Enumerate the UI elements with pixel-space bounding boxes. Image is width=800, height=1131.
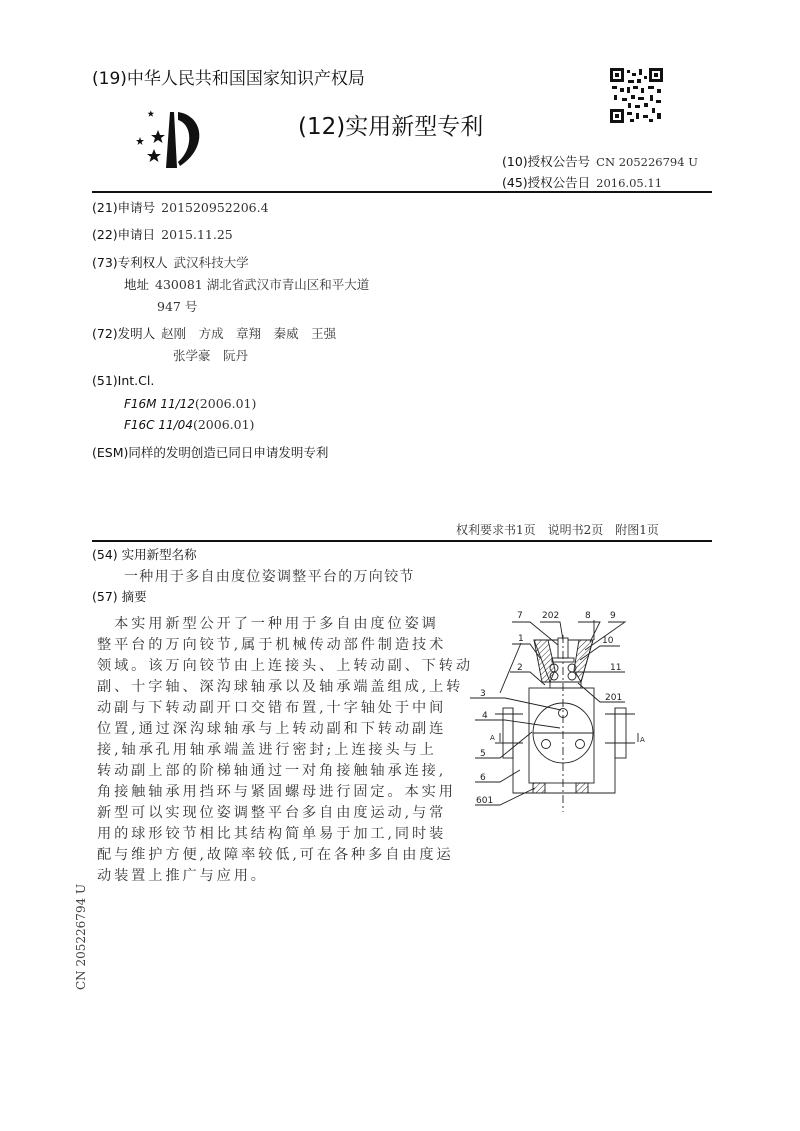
int-cl-code: F16C 11/04	[124, 418, 193, 432]
publication-number-label: (10)授权公告号	[502, 154, 591, 169]
title-label: (54) 实用新型名称	[92, 547, 197, 562]
application-date: 2015.11.25	[161, 227, 233, 242]
application-date-row	[92, 225, 233, 243]
inventors-line-1: 赵刚 方成 章翔 秦威 王强	[161, 326, 337, 341]
address-label: 地址	[124, 277, 150, 292]
inventors-label: (72)发明人	[92, 326, 156, 341]
application-number-label: (21)申请号	[92, 200, 156, 215]
abstract-line: 用的球形铰节相比其结构简单易于加工,同时装	[97, 826, 447, 842]
application-number-row	[92, 198, 269, 216]
patentee: 武汉科技大学	[173, 255, 249, 270]
int-cl-label: (51)Int.Cl.	[92, 373, 155, 388]
label-10: 10	[602, 636, 614, 646]
utility-model-title: 一种用于多自由度位姿调整平台的万向铰节	[124, 569, 415, 585]
label-11: 11	[610, 663, 622, 673]
label-201: 201	[605, 693, 623, 703]
abstract-line: 领域。该万向铰节由上连接头、上转动副、下转动	[97, 658, 473, 674]
document-type: (12)实用新型专利	[298, 114, 484, 140]
publication-date-label: (45)授权公告日	[502, 175, 591, 190]
page-counts: 权利要求书1页 说明书2页 附图1页	[456, 523, 659, 537]
lower-rotating-pair	[513, 708, 615, 793]
abstract-drawing	[460, 580, 690, 820]
abstract-line: 接,轴承孔用轴承端盖进行密封;上连接头与上	[97, 742, 437, 758]
label-1: 1	[518, 634, 524, 644]
int-cl-entry	[124, 393, 256, 412]
patentee-label: (73)专利权人	[92, 255, 168, 270]
address-row	[124, 275, 369, 293]
address-line-2: 947 号	[157, 299, 198, 314]
side-publication-number: CN 205226794 U	[74, 883, 88, 990]
section-divider	[92, 540, 712, 542]
int-cl-code: F16M 11/12	[124, 397, 195, 411]
label-7: 7	[517, 611, 523, 621]
label-5: 5	[480, 749, 486, 759]
application-number: 201520952206.4	[161, 200, 269, 215]
abstract-line: 动装置上推广与应用。	[97, 868, 268, 884]
abstract-line: 角接触轴承用挡环与紧固螺母进行固定。本实用	[97, 784, 456, 800]
label-4: 4	[482, 711, 488, 721]
label-202: 202	[542, 611, 560, 621]
abstract-line: 新型可以实现位姿调整平台多自由度运动,与常	[97, 805, 447, 821]
section-a-left: A	[490, 734, 495, 742]
int-cl-version: (2006.01)	[192, 417, 255, 432]
inventors-row	[92, 324, 336, 342]
int-cl-entry	[124, 414, 254, 433]
patentee-row	[92, 253, 249, 271]
upper-rotating-pair	[529, 688, 594, 783]
esm-note: (ESM)同样的发明创造已同日申请发明专利	[92, 445, 329, 460]
inventors-line-2: 张学豪 阮丹	[173, 348, 249, 363]
office-name: (19)中华人民共和国国家知识产权局	[92, 69, 365, 89]
publication-number: CN 205226794 U	[596, 155, 698, 169]
abstract-label: (57) 摘要	[92, 589, 147, 604]
abstract-line: 配与维护方便,故障率较低,可在各种多自由度运	[97, 847, 454, 863]
section-a-right: A	[640, 736, 645, 744]
publication-date-row	[502, 173, 662, 191]
abstract-line: 动副与下转动副开口交错布置,十字轴处于中间	[97, 700, 447, 716]
abstract-line: 本实用新型公开了一种用于多自由度位姿调	[97, 616, 439, 632]
publication-number-row	[502, 152, 698, 170]
label-6: 6	[480, 773, 486, 783]
header-divider	[92, 191, 712, 193]
address-line-1: 430081 湖北省武汉市青山区和平大道	[155, 277, 370, 292]
label-2: 2	[517, 663, 523, 673]
application-date-label: (22)申请日	[92, 227, 156, 242]
publication-date: 2016.05.11	[596, 176, 663, 190]
cnipa-logo	[128, 102, 203, 170]
label-9: 9	[610, 611, 616, 621]
int-cl-version: (2006.01)	[194, 396, 257, 411]
qr-code-icon	[610, 68, 663, 123]
abstract-line: 位置,通过深沟球轴承与上转动副和下转动副连	[97, 721, 447, 737]
abstract-line: 整平台的万向铰节,属于机械传动部件制造技术	[97, 637, 447, 653]
label-3: 3	[480, 689, 486, 699]
abstract-line: 转动副上部的阶梯轴通过一对角接触轴承连接,	[97, 763, 447, 779]
label-601: 601	[476, 796, 494, 806]
abstract-line: 副、十字轴、深沟球轴承以及轴承端盖组成,上转	[97, 679, 464, 695]
label-8: 8	[585, 611, 591, 621]
